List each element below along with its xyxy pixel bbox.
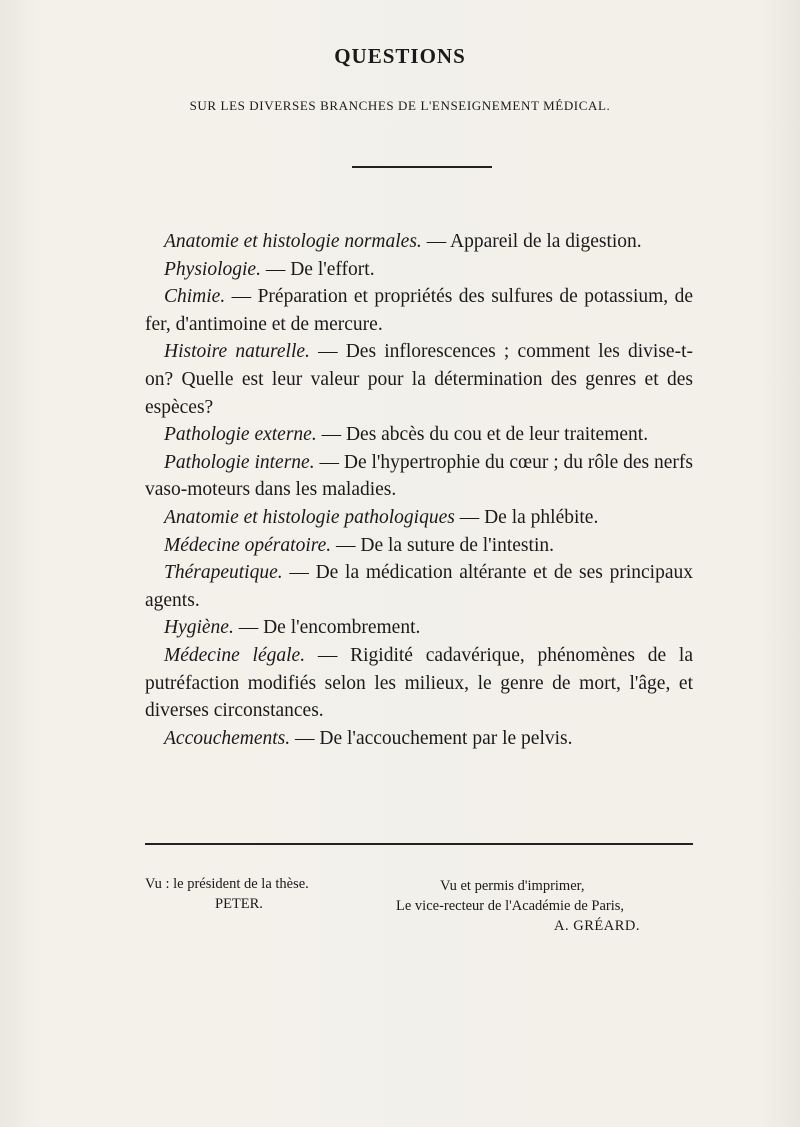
question-item bbox=[145, 256, 693, 284]
question-item bbox=[145, 532, 693, 560]
question-text: — De l'effort. bbox=[260, 258, 375, 280]
question-item bbox=[145, 642, 693, 725]
page-subtitle: SUR LES DIVERSES BRANCHES DE L'ENSEIGNEMENT MÉDICAL. bbox=[189, 98, 611, 113]
question-item bbox=[145, 449, 693, 504]
question-item bbox=[145, 559, 693, 614]
vice-recteur-signature bbox=[380, 876, 695, 936]
question-heading: Hygiène. bbox=[164, 617, 234, 639]
question-text: — De la phlébite. bbox=[454, 506, 599, 528]
question-text: — De l'hypertrophie du cœur ; du rôle des nerfs vaso-moteurs dans les maladies. bbox=[145, 451, 693, 501]
question-item bbox=[145, 421, 693, 449]
question-text: — De la suture de l'intestin. bbox=[331, 534, 554, 556]
question-heading: Pathologie externe. bbox=[164, 424, 317, 446]
question-heading: Médecine légale. bbox=[164, 644, 306, 666]
signature-line: Le vice-recteur de l'Académie de Paris, bbox=[396, 898, 625, 914]
question-heading: Histoire naturelle. bbox=[164, 341, 310, 363]
question-text: — Des abcès du cou et de leur traitement. bbox=[316, 424, 649, 446]
signature-name: PETER. bbox=[215, 896, 263, 912]
question-text: — De l'encombrement. bbox=[233, 617, 421, 639]
question-item bbox=[145, 504, 693, 532]
question-heading: Chimie. bbox=[164, 286, 226, 308]
question-heading: Pathologie interne. bbox=[164, 451, 315, 473]
question-text: — Des inflorescences ; comment les divise-t-on? Quelle est leur valeur pour la détermination des genres et des espèces? bbox=[145, 341, 693, 418]
question-heading: Thérapeutique. bbox=[164, 562, 283, 584]
footer-divider bbox=[145, 843, 693, 845]
question-heading: Accouchements. bbox=[164, 727, 291, 749]
president-signature bbox=[145, 874, 405, 914]
question-text: — De l'accouchement par le pelvis. bbox=[290, 727, 573, 749]
question-item bbox=[145, 228, 693, 256]
question-text: — Préparation et propriétés des sulfures de potassium, de fer, d'antimoine et de mercure. bbox=[145, 286, 693, 335]
question-item bbox=[145, 338, 693, 421]
question-heading: Physiologie. bbox=[164, 258, 261, 280]
signature-line: Vu : le président de la thèse. bbox=[145, 876, 309, 892]
question-text: — Appareil de la digestion. bbox=[421, 231, 642, 252]
question-heading: Anatomie et histologie normales. bbox=[164, 231, 422, 252]
question-heading: Anatomie et histologie pathologiques bbox=[164, 506, 455, 528]
question-heading: Médecine opératoire. bbox=[164, 534, 332, 556]
questions-list bbox=[145, 228, 693, 752]
question-item bbox=[145, 283, 693, 338]
signature-name: A. GRÉARD. bbox=[554, 918, 640, 934]
question-text: — Rigidité cadavérique, phénomènes de la putréfaction modifiés selon les milieux, le genre de mort, l'âge, et diverses circonstances. bbox=[145, 644, 694, 722]
title-divider bbox=[352, 166, 492, 168]
signature-line: Vu et permis d'imprimer, bbox=[440, 878, 585, 894]
question-item bbox=[145, 614, 693, 642]
question-item bbox=[145, 725, 693, 753]
question-text: — De la médication altérante et de ses principaux agents. bbox=[145, 562, 693, 611]
page-title: QUESTIONS bbox=[334, 44, 466, 68]
